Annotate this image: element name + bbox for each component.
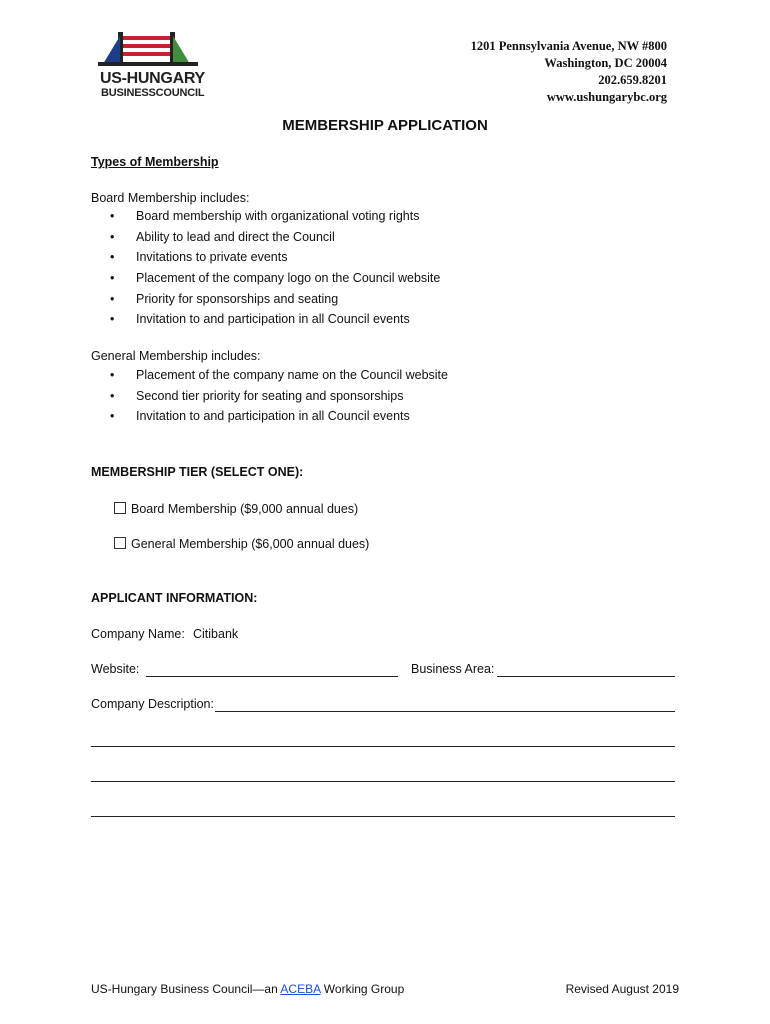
page-title: MEMBERSHIP APPLICATION	[282, 117, 488, 134]
business-area-label: Business Area:	[411, 662, 495, 676]
list-item: • Priority for sponsorships and seating	[110, 291, 339, 306]
list-item: • Placement of the company logo on the Council website	[110, 271, 441, 286]
footer-left: US-Hungary Business Council—an ACEBA Working Group	[91, 982, 405, 996]
address-website: www.ushungarybc.org	[546, 90, 667, 104]
types-heading: Types of Membership	[91, 155, 219, 169]
footer-right: Revised August 2019	[565, 982, 679, 996]
board-benefits-list	[110, 206, 440, 330]
website-field[interactable]	[146, 676, 398, 677]
tier-option-general[interactable]	[114, 537, 369, 551]
general-tier-checkbox[interactable]	[114, 537, 126, 549]
address-city: Washington, DC 20004	[544, 56, 667, 70]
address-phone: 202.659.8201	[598, 73, 667, 87]
address-street: 1201 Pennsylvania Avenue, NW #800	[470, 39, 667, 53]
list-item: • Invitations to private events	[110, 250, 288, 265]
company-name-value[interactable]: Citibank	[193, 627, 239, 641]
bridge-flag-icon	[98, 32, 198, 72]
board-tier-checkbox[interactable]	[114, 502, 126, 514]
tier-option-label: General Membership ($6,000 annual dues)	[131, 537, 370, 551]
list-item: • Invitation to and participation in all Council events	[110, 409, 410, 424]
tier-option-board[interactable]	[114, 502, 358, 516]
board-intro: Board Membership includes:	[91, 191, 250, 205]
website-label: Website:	[91, 662, 140, 676]
general-intro: General Membership includes:	[91, 349, 261, 363]
list-item: • Second tier priority for seating and sponsorships	[110, 388, 404, 403]
list-item: • Board membership with organizational voting rights	[110, 209, 420, 223]
aceba-link[interactable]: ACEBA	[280, 982, 321, 996]
company-description-label: Company Description:	[91, 697, 214, 711]
company-name-label: Company Name:	[91, 627, 185, 641]
company-description-field[interactable]	[215, 711, 675, 712]
business-area-field[interactable]	[497, 676, 675, 677]
list-item: • Invitation to and participation in all Council events	[110, 312, 410, 327]
company-description-line[interactable]	[91, 816, 675, 817]
list-item: • Ability to lead and direct the Council	[110, 229, 335, 244]
logo-text-top: US-HUNGARY	[100, 70, 205, 87]
council-logo	[98, 32, 205, 102]
address-block	[471, 38, 667, 106]
company-description-line[interactable]	[91, 781, 675, 782]
list-item: • Placement of the company name on the Council website	[110, 368, 448, 382]
applicant-heading: APPLICANT INFORMATION:	[91, 591, 258, 605]
tier-heading: MEMBERSHIP TIER (SELECT ONE):	[91, 465, 304, 479]
tier-option-label: Board Membership ($9,000 annual dues)	[131, 502, 359, 516]
logo-text-bottom: BUSINESSCOUNCIL	[101, 87, 205, 99]
general-benefits-list	[110, 365, 448, 427]
company-description-line[interactable]	[91, 746, 675, 747]
